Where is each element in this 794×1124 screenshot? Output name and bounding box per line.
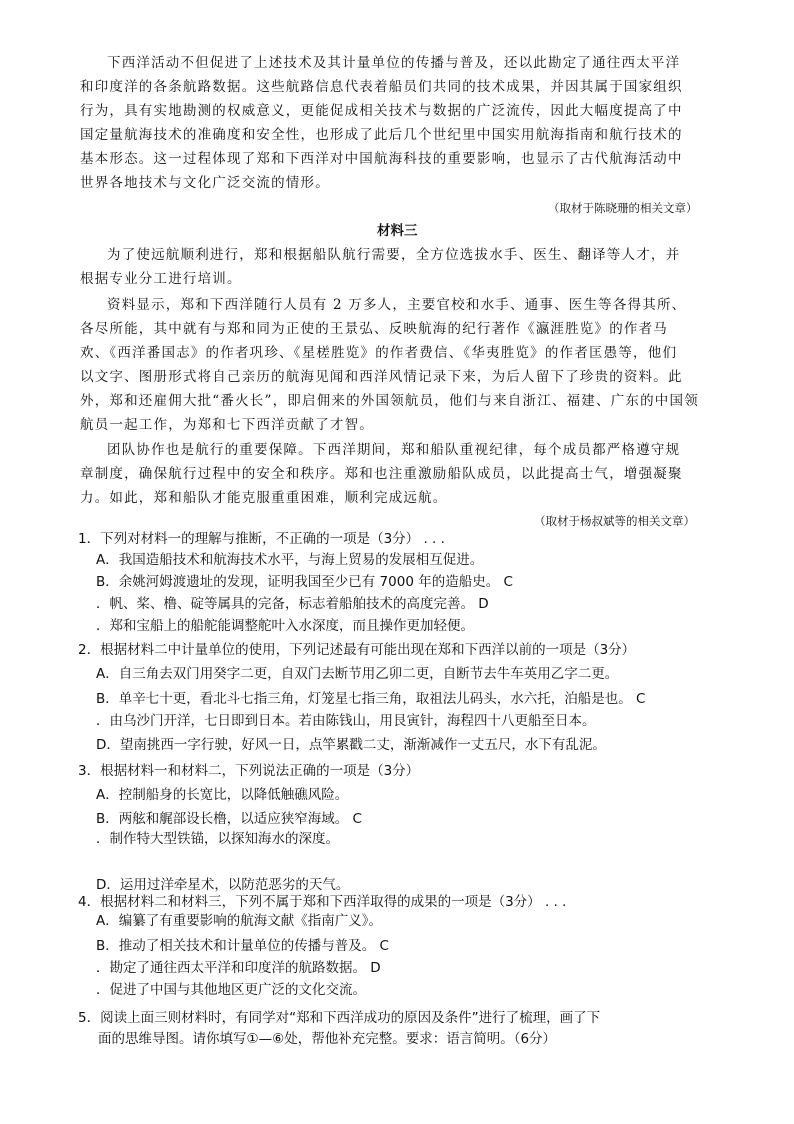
question-stem: 1．下列对材料一的理解与推断，不正确的一项是（3分） . . . [78,531,445,547]
paragraph-line: 航员一起工作，为郑和七下西洋贡献了才智。 [80,417,374,433]
option-b: B．两舷和艉部设长橹，以适应狭窄海域。 C [96,811,362,827]
option-d: ．郑和宝船上的船舵能调整舵叶入水深度，而且操作更加轻便。 [96,618,474,634]
paragraph-line: 资料显示，郑和下西洋随行人员有 2 万多人，主要官校和水手、通事、医生等各得其所、 [107,297,687,313]
option-a: A．自三角去双门用癸字二更，自双门去断节用乙卯二更，自断节去牛车英用乙字二更。 [96,666,619,682]
paragraph-line: 下西洋活动不但促进了上述技术及其计量单位的传播与普及，还以此勘定了通往西太平洋 [107,55,681,71]
question-stem: 3．根据材料一和材料二，下列说法正确的一项是（3分） [78,763,420,779]
paragraph-line: 团队协作也是航行的重要保障。下西洋期间，郑和船队重视纪律，每个成员都严格遵守规 [107,442,681,458]
paragraph-line: 和印度洋的各条航路数据。这些航路信息代表着船员们共同的技术成果，并因其属于国家组织 [80,79,683,95]
question-stem: 4．根据材料二和材料三，下列不属于郑和下西洋取得的成果的一项是（3分） . . . [78,894,567,910]
paragraph-line: 行为，具有实地勘测的权威意义，更能促成相关技术与数据的广泛流传，因此大幅度提高了中 [80,103,683,119]
paragraph-line: 外，郑和还雇佣大批“番火长”，即启佣来的外国领航员，他们与来自浙江、福建、广东的中国领 [80,393,699,409]
source-citation: （取材于杨叔斌等的相关文章） [534,514,695,528]
paragraph-line: 基本形态。这一过程体现了郑和下西洋对中国航海科技的重要影响，也显示了古代航海活动中 [80,151,683,167]
paragraph-line: 各尽所能，其中就有与郑和同为正使的王景弘、反映航海的纪行著作《瀛涯胜览》的作者马 [80,321,668,337]
question-stem: 5．阅读上面三则材料时，有同学对“郑和下西洋成功的原因及条件”进行了梳理，画了下 [78,1010,601,1026]
option-a: A．我国造船技术和航海技术水平，与海上贸易的发展相互促进。 [96,552,484,568]
option-c: ．勘定了通往西太平洋和印度洋的航路数据。 D [96,960,381,976]
question-stem: 2．根据材料二中计量单位的使用，下列记述最有可能出现在郑和下西洋以前的一项是（3分） [78,642,636,658]
paragraph-line: 为了使远航顺利进行，郑和根据船队航行需要，全方位选拔水手、医生、翻译等人才，并 [107,247,681,263]
paragraph-line: 力。如此，郑和船队才能克服重重困难，顺利完成远航。 [80,490,448,506]
option-a: A．编纂了有重要影响的航海文献《指南广义》。 [96,913,382,929]
source-citation: （取材于陈晓珊的相关文章） [548,201,698,215]
paragraph-line: 世界各地技术与文化广泛交流的情形。 [80,175,330,191]
question-stem-continued: 面的思维导图。请你填写①—⑥处，帮他补充完整。要求：语言简明。（6分） [98,1031,557,1047]
paragraph-line: 国定量航海技术的准确度和安全性，也形成了此后几个世纪里中国实用航海指南和航行技术的 [80,127,683,143]
option-b: B．余姚河姆渡遗址的发现，证明我国至少已有 7000 年的造船史。 C [96,574,513,590]
section-heading: 材料三 [377,223,418,239]
option-d: D．望南挑西一字行驶，好风一日，点竿累戳二丈，渐渐减作一丈五尺，水下有乱泥。 [96,737,606,753]
option-c: ．帆、桨、橹、碇等属具的完备，标志着船舶技术的高度完善。 D [96,596,489,612]
option-d: ．促进了中国与其他地区更广泛的文化交流。 [96,982,366,998]
paragraph-line: 章制度，确保航行过程中的安全和秩序。郑和也注重激励船队成员，以此提高士气，增强凝聚 [80,466,683,482]
paragraph-line: 以文字、图册形式将自己亲历的航海见闻和西洋风情记录下来，为后人留下了珍贵的资料。此 [80,369,683,385]
option-c: ．由乌沙门开洋，七日即到日本。若由陈钱山，用艮寅针，海程四十八更船至日本。 [96,713,596,729]
option-a: A．控制船身的长宽比，以降低触礁风险。 [96,787,349,803]
option-b: B．单辛七十更，看北斗七指三角，灯笼星七指三角，取祖法儿码头，水六托，泊船是也。 C [96,691,646,707]
paragraph-line: 根据专业分工进行培训。 [80,271,242,287]
option-b: B．推动了相关技术和计量单位的传播与普及。 C [96,938,389,954]
option-c: ．制作特大型铁锚，以探知海水的深度。 [96,831,339,847]
paragraph-line: 欢、《西洋番国志》的作者巩珍、《星槎胜览》的作者费信、《华夷胜览》的作者匡愚等，他们 [80,345,678,361]
option-d: D．运用过洋牵星术，以防范恶劣的天气。 [96,877,350,893]
